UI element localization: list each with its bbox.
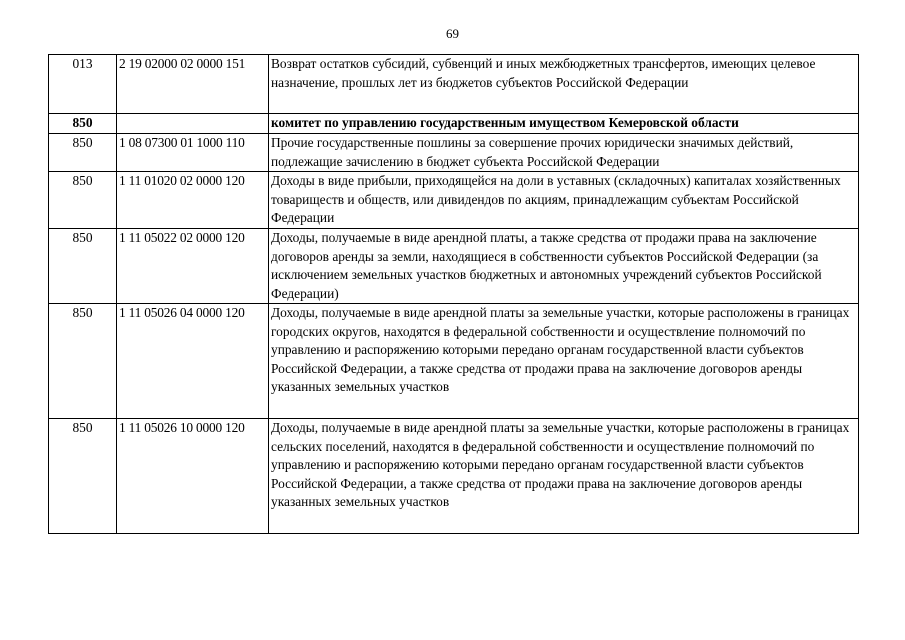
revenue-name-cell: Прочие государственные пошлины за совершение прочих юридически значимых действий, подлежащие зачислению в бюджет субъекта Российской Федерации (269, 134, 859, 172)
revenue-code-cell: 1 08 07300 01 1000 110 (117, 134, 269, 172)
revenue-name-cell: Доходы, получаемые в виде арендной платы, а также средства от продажи права на заключение договоров аренды за земли, находящиеся в собственности субъектов Российской Федерации (за исключением земельных участков бюджетных и автономных учреждений субъектов Российской Федерации) (269, 229, 859, 304)
table-row (49, 304, 859, 419)
revenue-code-cell: 1 11 01020 02 0000 120 (117, 172, 269, 229)
revenue-name-cell: Доходы в виде прибыли, приходящейся на доли в уставных (складочных) капиталах хозяйственных товариществ и обществ, или дивидендов по акциям, принадлежащим субъектам Российской Федерации (269, 172, 859, 229)
revenue-name-cell: Доходы, получаемые в виде арендной платы за земельные участки, которые расположены в границах сельских поселений, находятся в федеральной собственности и осуществление полномочий по управлению и распоряжению которыми передано органам государственной власти субъектов Российской Федерации, а также средства от продажи права на заключение договоров аренды указанных земельных участков (269, 419, 859, 534)
revenue-code-cell: 2 19 02000 02 0000 151 (117, 55, 269, 114)
revenue-code-cell: 1 11 05026 04 0000 120 (117, 304, 269, 419)
admin-code-cell: 850 (49, 114, 117, 134)
revenue-code-cell: 1 11 05026 10 0000 120 (117, 419, 269, 534)
table-row (49, 55, 859, 114)
revenue-code-cell: 1 11 05022 02 0000 120 (117, 229, 269, 304)
revenue-codes-table (48, 54, 859, 534)
admin-code-cell: 850 (49, 134, 117, 172)
admin-code-cell: 850 (49, 172, 117, 229)
page-number: 69 (446, 26, 459, 41)
revenue-code-cell (117, 114, 269, 134)
table-row (49, 134, 859, 172)
admin-code-cell: 850 (49, 419, 117, 534)
admin-code-cell: 013 (49, 55, 117, 114)
revenue-name-cell: Доходы, получаемые в виде арендной платы за земельные участки, которые расположены в границах городских округов, находятся в федеральной собственности и осуществление полномочий по управлению и распоряжению которыми передано органам государственной власти субъектов Российской Федерации, а также средства от продажи права на заключение договоров аренды указанных земельных участков (269, 304, 859, 419)
table-row (49, 229, 859, 304)
admin-code-cell: 850 (49, 229, 117, 304)
revenue-name-cell: Возврат остатков субсидий, субвенций и иных межбюджетных трансфертов, имеющих целевое назначение, прошлых лет из бюджетов субъектов Российской Федерации (269, 55, 859, 114)
administrator-name-cell: комитет по управлению государственным имуществом Кемеровской области (269, 114, 859, 134)
table-row (49, 172, 859, 229)
section-header-row (49, 114, 859, 134)
table-row (49, 419, 859, 534)
admin-code-cell: 850 (49, 304, 117, 419)
